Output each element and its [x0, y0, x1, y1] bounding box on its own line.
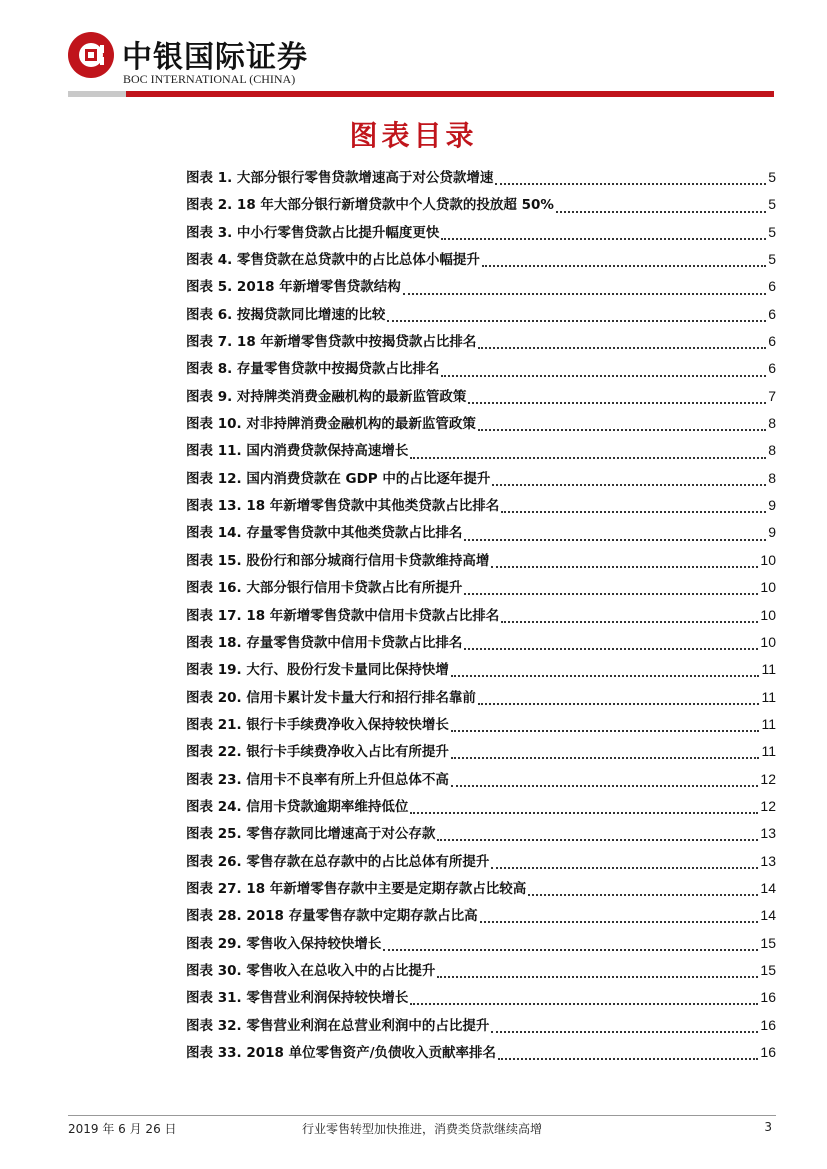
footer-report-title: 行业零售转型加快推进，消费类贷款继续高增 — [301, 1122, 542, 1136]
footer-date: 2019 年 6 月 26 日 — [68, 1122, 177, 1136]
toc-dot-leader — [478, 346, 766, 349]
toc-entry[interactable] — [186, 686, 776, 713]
toc-entry[interactable] — [186, 193, 776, 220]
toc-entry[interactable] — [186, 576, 776, 603]
toc-entry[interactable] — [186, 1014, 776, 1041]
toc-entry[interactable] — [186, 248, 776, 275]
toc-entry[interactable] — [186, 877, 776, 904]
toc-entry-page[interactable]: 8 — [768, 469, 776, 486]
company-name-chinese: 中银国际证券 — [122, 40, 308, 75]
toc-entry[interactable] — [186, 303, 776, 330]
toc-entry-page[interactable]: 5 — [768, 223, 776, 240]
toc-entry-page[interactable]: 6 — [768, 278, 776, 295]
toc-dot-leader — [478, 428, 766, 431]
toc-dot-leader — [480, 920, 759, 923]
toc-entry-label[interactable]: 图表 4. 零售贷款在总贷款中的占比总体小幅提升 — [186, 252, 480, 269]
toc-entry[interactable] — [186, 658, 776, 685]
toc-entry-page[interactable]: 16 — [760, 989, 776, 1006]
toc-dot-leader — [410, 1002, 758, 1005]
toc-entry-label[interactable]: 图表 33. 2018 单位零售资产/负债收入贡献率排名 — [186, 1045, 497, 1061]
toc-entry-label[interactable]: 图表 23. 信用卡不良率有所上升但总体不高 — [186, 771, 449, 788]
toc-entry-label[interactable]: 图表 27. 18 年新增零售存款中主要是定期存款占比较高 — [186, 880, 527, 897]
toc-entry[interactable] — [186, 412, 776, 439]
toc-entry-page[interactable]: 9 — [768, 524, 776, 541]
toc-entry[interactable] — [186, 439, 776, 466]
toc-dot-leader — [464, 538, 766, 541]
toc-dot-leader — [464, 592, 758, 595]
toc-entry[interactable] — [186, 713, 776, 740]
toc-entry-label[interactable]: 图表 1. 大部分银行零售贷款增速高于对公贷款增速 — [186, 170, 494, 186]
toc-dot-leader — [495, 182, 766, 185]
toc-dot-leader — [441, 374, 766, 377]
toc-entry[interactable] — [186, 1041, 776, 1068]
toc-dot-leader — [403, 292, 767, 295]
toc-entry[interactable] — [186, 330, 776, 357]
toc-entry-page[interactable]: 12 — [760, 797, 776, 814]
toc-entry[interactable] — [186, 822, 776, 849]
toc-entry-label[interactable]: 图表 25. 零售存款同比增速高于对公存款 — [186, 826, 436, 843]
toc-entry-label[interactable]: 图表 10. 对非持牌消费金融机构的最新监管政策 — [186, 416, 476, 433]
toc-entry-label[interactable]: 图表 3. 中小行零售贷款占比提升幅度更快 — [186, 224, 440, 241]
toc-entry-page[interactable]: 10 — [760, 579, 776, 596]
toc-entry-label[interactable]: 图表 16. 大部分银行信用卡贷款占比有所提升 — [186, 580, 463, 597]
toc-entry-page[interactable]: 5 — [768, 169, 776, 185]
toc-entry-label[interactable]: 图表 5. 2018 年新增零售贷款结构 — [186, 279, 401, 296]
toc-entry-page[interactable]: 6 — [768, 360, 776, 377]
toc-entry[interactable] — [186, 904, 776, 931]
toc-entry-label[interactable]: 图表 18. 存量零售贷款中信用卡贷款占比排名 — [186, 634, 463, 651]
page-title: 图表目录 — [349, 119, 478, 152]
toc-entry-label[interactable]: 图表 13. 18 年新增零售贷款中其他类贷款占比排名 — [186, 498, 500, 515]
toc-entry-page[interactable]: 8 — [768, 415, 776, 432]
toc-entry-page[interactable]: 10 — [760, 633, 776, 650]
toc-entry[interactable] — [186, 467, 776, 494]
toc-entry-page[interactable]: 10 — [760, 551, 776, 568]
toc-entry-page[interactable]: 16 — [760, 1044, 776, 1060]
toc-entry-page[interactable]: 6 — [768, 333, 776, 350]
toc-dot-leader — [410, 811, 758, 814]
toc-entry-page[interactable]: 15 — [760, 961, 776, 978]
toc-entry-label[interactable]: 图表 32. 零售营业利润在总营业利润中的占比提升 — [186, 1017, 490, 1034]
toc-entry-page[interactable]: 11 — [761, 661, 776, 678]
toc-entry[interactable] — [186, 740, 776, 767]
toc-entry-page[interactable]: 14 — [760, 907, 776, 924]
toc-entry[interactable] — [186, 221, 776, 248]
footer-rule — [68, 1115, 776, 1116]
toc-dot-leader — [437, 838, 758, 841]
toc-entry-label[interactable]: 图表 20. 信用卡累计发卡量大行和招行排名靠前 — [186, 689, 476, 706]
toc-entry-label[interactable]: 图表 8. 存量零售贷款中按揭贷款占比排名 — [186, 361, 440, 378]
toc-dot-leader — [528, 893, 758, 896]
toc-entry[interactable] — [186, 385, 776, 412]
toc-dot-leader — [437, 975, 758, 978]
toc-entry[interactable] — [186, 631, 776, 658]
toc-entry-label[interactable]: 图表 19. 大行、股份行发卡量同比保持快增 — [186, 662, 449, 679]
toc-entry-page[interactable]: 7 — [768, 387, 776, 404]
toc-entry-label[interactable]: 图表 2. 18 年大部分银行新增贷款中个人贷款的投放超 50% — [186, 197, 554, 214]
table-of-figures — [186, 166, 776, 1068]
toc-entry-page[interactable]: 16 — [760, 1016, 776, 1033]
toc-entry-page[interactable]: 14 — [760, 879, 776, 896]
toc-entry-label[interactable]: 图表 6. 按揭贷款同比增速的比较 — [186, 306, 386, 323]
toc-entry-page[interactable]: 12 — [760, 770, 776, 787]
toc-entry[interactable] — [186, 549, 776, 576]
toc-entry-page[interactable]: 8 — [768, 442, 776, 459]
toc-dot-leader — [468, 401, 766, 404]
toc-entry[interactable] — [186, 521, 776, 548]
page-footer — [68, 1120, 776, 1140]
toc-entry-page[interactable]: 11 — [761, 715, 776, 732]
page-header — [0, 0, 827, 100]
toc-entry-page[interactable]: 15 — [760, 934, 776, 951]
toc-entry-page[interactable]: 5 — [768, 196, 776, 213]
toc-entry[interactable] — [186, 275, 776, 302]
toc-entry-label[interactable]: 图表 26. 零售存款在总存款中的占比总体有所提升 — [186, 853, 490, 870]
toc-entry[interactable] — [186, 932, 776, 959]
toc-dot-leader — [498, 1057, 758, 1060]
company-name-english: BOC INTERNATIONAL (CHINA) — [123, 72, 296, 86]
header-rule-red — [126, 91, 774, 97]
toc-entry-page[interactable]: 11 — [761, 688, 776, 705]
toc-entry-label[interactable]: 图表 21. 银行卡手续费净收入保持较快增长 — [186, 716, 449, 733]
toc-entry-label[interactable]: 图表 15. 股份行和部分城商行信用卡贷款维持高增 — [186, 552, 490, 569]
toc-dot-leader — [410, 456, 766, 459]
toc-entry-label[interactable]: 图表 24. 信用卡贷款逾期率维持低位 — [186, 798, 409, 815]
toc-entry-page[interactable]: 10 — [760, 606, 776, 623]
toc-dot-leader — [501, 620, 758, 623]
toc-entry[interactable] — [186, 604, 776, 631]
toc-dot-leader — [451, 674, 760, 677]
toc-entry-label[interactable]: 图表 30. 零售收入在总收入中的占比提升 — [186, 962, 436, 979]
toc-entry[interactable] — [186, 166, 776, 193]
toc-entry[interactable] — [186, 986, 776, 1013]
toc-entry-page[interactable]: 11 — [761, 743, 776, 760]
bank-of-china-logo-icon — [68, 32, 114, 78]
toc-entry[interactable] — [186, 768, 776, 795]
toc-entry[interactable] — [186, 795, 776, 822]
toc-entry-label[interactable]: 图表 29. 零售收入保持较快增长 — [186, 935, 382, 952]
toc-dot-leader — [491, 866, 758, 869]
toc-entry-label[interactable]: 图表 12. 国内消费贷款在 GDP 中的占比逐年提升 — [186, 470, 491, 487]
toc-dot-leader — [451, 784, 759, 787]
toc-entry-label[interactable]: 图表 9. 对持牌类消费金融机构的最新监管政策 — [186, 388, 467, 405]
toc-entry-label[interactable]: 图表 28. 2018 存量零售存款中定期存款占比高 — [186, 908, 478, 925]
footer-page-number: 3 — [764, 1120, 772, 1134]
toc-entry-label[interactable]: 图表 17. 18 年新增零售贷款中信用卡贷款占比排名 — [186, 607, 500, 624]
toc-entry[interactable] — [186, 357, 776, 384]
toc-entry-label[interactable]: 图表 31. 零售营业利润保持较快增长 — [186, 990, 409, 1007]
toc-dot-leader — [464, 647, 758, 650]
toc-dot-leader — [383, 948, 758, 951]
toc-entry-page[interactable]: 6 — [768, 305, 776, 322]
toc-dot-leader — [451, 729, 760, 732]
toc-dot-leader — [556, 210, 766, 213]
toc-dot-leader — [482, 264, 766, 267]
toc-entry-label[interactable]: 图表 11. 国内消费贷款保持高速增长 — [186, 443, 409, 460]
toc-entry-label[interactable]: 图表 14. 存量零售贷款中其他类贷款占比排名 — [186, 525, 463, 542]
toc-entry-page[interactable]: 5 — [768, 251, 776, 268]
toc-dot-leader — [491, 1030, 758, 1033]
toc-dot-leader — [492, 483, 766, 486]
toc-entry[interactable] — [186, 959, 776, 986]
toc-entry-page[interactable]: 13 — [760, 825, 776, 842]
toc-dot-leader — [441, 237, 766, 240]
toc-entry-label[interactable]: 图表 7. 18 年新增零售贷款中按揭贷款占比排名 — [186, 334, 477, 351]
toc-dot-leader — [478, 702, 760, 705]
toc-entry-page[interactable]: 13 — [760, 852, 776, 869]
toc-entry-page[interactable]: 9 — [768, 497, 776, 514]
toc-dot-leader — [501, 510, 766, 513]
header-rule-grey — [68, 91, 126, 97]
toc-dot-leader — [387, 319, 766, 322]
toc-entry-label[interactable]: 图表 22. 银行卡手续费净收入占比有所提升 — [186, 744, 449, 761]
toc-dot-leader — [451, 756, 760, 759]
toc-dot-leader — [491, 565, 758, 568]
toc-entry[interactable] — [186, 850, 776, 877]
toc-entry[interactable] — [186, 494, 776, 521]
